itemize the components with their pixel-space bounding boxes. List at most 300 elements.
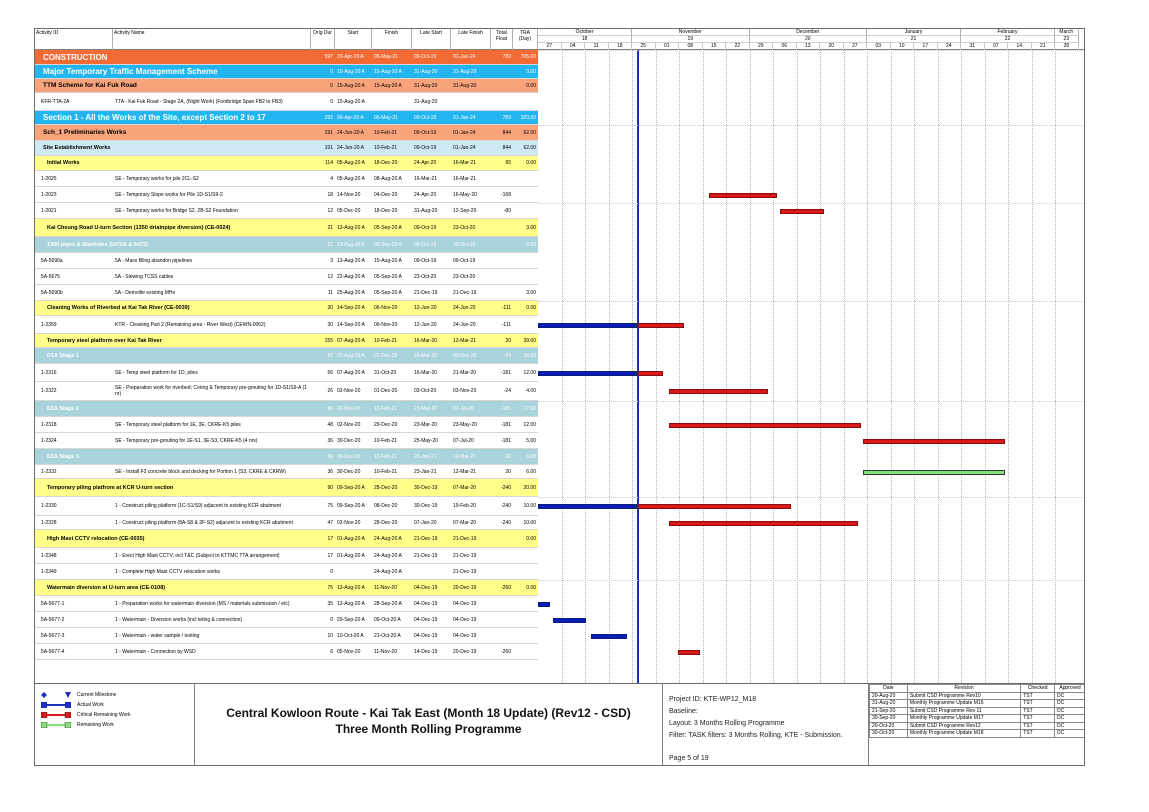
summary-row[interactable] [35,237,538,253]
cell-finish: 08-Dec-20 [374,503,398,509]
cell-float: -181 [500,369,511,376]
summary-row[interactable] [35,219,538,237]
cell-finish [372,93,412,110]
revision-checked: TST [1021,722,1055,730]
revision-approved: DC [1055,730,1085,738]
week-label: 22 [726,43,750,50]
legend-remaining [41,720,114,730]
cell-id: 5A-5677-3 [41,632,65,639]
cell-lfinish: 23-Oct-20 [453,224,476,231]
cell-dur: 84 [327,405,333,412]
cell-name: 1 - Watermain - Connection by WSD [115,648,196,655]
activity-row[interactable] [35,465,538,479]
activity-row[interactable] [35,253,538,269]
cell-lfinish: 12-Mar-21 [453,468,477,475]
actual-work-bar[interactable] [553,618,586,623]
cell-float [491,548,513,563]
report-subtitle: Three Month Rolling Programme [335,722,522,736]
wbs-name: 1350 pipes & Manholes (5470A & 5475) [47,241,148,248]
cell-dur: 35 [327,600,333,607]
cell-start: 10-Oct-20 A [337,632,364,639]
wbs-name: Major Temporary Traffic Management Scheme [43,67,218,76]
header-tra[interactable]: TRA (Day) [513,29,538,50]
summary-row[interactable] [35,50,538,65]
cell-id: 5A-5675 [41,273,60,280]
grid-week-line [1032,50,1033,683]
activity-row[interactable] [35,596,538,612]
cell-name: SE - Temporary works for Bridge S2, 2B-S2 Foundation [115,207,238,214]
cell-lstart: 07-Jan-20 [414,519,437,526]
week-label: 20 [820,43,844,50]
cell-lstart: 25-May-20 [414,437,438,444]
week-label: 31 [961,43,985,50]
critical-work-bar[interactable] [638,504,791,509]
cell-start: 01-Aug-20 A [337,535,365,542]
cell-start: 05-Aug-20 A [337,160,365,166]
summary-row[interactable] [35,449,538,465]
revision-revision: Submit CSD Programme Rev12 [907,722,1020,730]
project-filter: Filter: TASK filters: 3 Months Rolling, KTE - Submission. [669,732,843,739]
milestone-icon [41,692,71,698]
cell-tra: 6.00 [526,453,536,460]
gantt-sheet [34,28,1085,766]
cell-finish: 18-Dec-20 [374,207,398,214]
cell-start: 13-Aug-20 A [337,584,365,591]
revision-date: 21-Sep-20 [870,707,908,715]
activity-row[interactable] [35,316,538,334]
cell-start: 15-Aug-20 A [337,98,365,105]
cell-lstart: 30-Dec-19 [414,484,438,491]
cell-lstart: 21-Dec-19 [414,289,438,296]
wbs-name: Initial Works [47,160,80,166]
cell-float [491,628,513,643]
summary-row[interactable] [35,79,538,93]
cell-id: 1-2021 [41,207,57,214]
cell-float: -111 [501,305,511,311]
cell-finish: 04-Dec-20 [374,191,398,198]
activity-row[interactable] [35,497,538,516]
revision-checked: TST [1021,700,1055,708]
wbs-name: CONSTRUCTION [43,52,108,62]
wbs-name: Section 1 - All the Works of the Site, except Section 2 to 17 [43,113,266,122]
cell-float [491,171,513,186]
cell-tra: 0.00 [526,584,536,591]
revision-checked: TST [1021,715,1055,723]
cell-start: 06-Apr-20 A [337,114,364,121]
cell-start: 25-Aug-20 A [337,289,365,296]
cell-lfinish: 16-Mar-21 [453,160,477,166]
actual-work-bar[interactable] [538,504,637,509]
cell-float: 20 [505,468,511,475]
revision-revision: Submit CSD Programme Rev 11 [907,707,1020,715]
cell-start: 22-Aug-20 A [337,273,365,280]
rev-header-date: Date [870,685,908,693]
cell-dur: 114 [325,160,333,166]
cell-tra: 12.00 [523,369,536,376]
legend-milestone [41,690,116,700]
cell-tra [513,316,538,333]
grid-week-line [750,50,751,683]
cell-dur: 11 [327,289,333,296]
cell-dur: 6 [330,648,333,655]
activity-row[interactable] [35,364,538,382]
actual-work-bar[interactable] [538,602,550,607]
wbs-name: Site Establishment Works [43,145,111,151]
revision-table [869,684,1085,766]
cell-dur: 0 [330,98,333,105]
legend-actual [41,700,104,710]
cell-tra: 0.00 [526,160,536,166]
cell-tra: 62.00 [523,145,536,151]
activity-row[interactable] [35,628,538,644]
cell-id: 1-2359 [41,321,57,328]
cell-dur: 75 [327,584,333,591]
grid-row-line [538,301,1085,302]
grid-row-line [538,497,1085,498]
activity-row[interactable] [35,203,538,219]
wbs-name: D1A Stage 1 [47,352,79,359]
cell-id: 1-2322 [41,388,57,394]
cell-lfinish: 07-Jul-20 [453,405,474,412]
revision-date: 20-Aug-20 [870,692,908,700]
cell-finish: 05-Sep-20 A [374,289,402,296]
cell-tra: 3.00 [526,224,536,231]
report-title: Central Kowloon Route - Kai Tak East (Month 18 Update) (Rev12 - CSD) [226,706,631,720]
cell-finish: 11-Nov-20 [374,648,397,655]
cell-id: 5A-5677-4 [41,648,65,655]
cell-lstart: 09-Oct-19 [414,224,437,231]
cell-dur: 56 [327,369,333,376]
grid-week-line [797,50,798,683]
critical-work-bar[interactable] [669,423,861,428]
cell-lstart: 16-Mar-20 [414,369,438,376]
revision-revision: Monthly Programme Update M17 [907,715,1020,723]
cell-lstart: 09-Oct-19 [414,257,437,264]
activity-row[interactable] [35,612,538,628]
cell-finish: 05-Sep-20 A [374,273,402,280]
header-activity-name[interactable]: Activity Name [113,29,311,50]
revision-revision: Monthly Programme Update M16 [907,700,1020,708]
cell-float: 20 [505,337,511,344]
wbs-name: High Mast CCTV relocation (CE-0035) [47,535,145,542]
header-finish[interactable]: Finish [372,29,412,50]
cell-lfinish: 21-Dec-19 [453,552,477,559]
cell-tra [513,171,538,186]
cell-id: 5A-5690b [41,289,63,296]
week-label: 21 [1032,43,1056,50]
critical-work-bar[interactable] [638,323,684,328]
revision-row [870,722,1086,730]
legend-actual-label: Actual Work [77,702,104,708]
summary-row[interactable] [35,125,538,141]
cell-lfinish: 07-Mar-20 [453,519,477,526]
remaining-work-bar[interactable] [863,470,1005,475]
cell-start: 09-Sep-20 A [337,484,365,491]
week-label: 28 [1055,43,1079,50]
month-label: March [1055,29,1079,36]
cell-dur: 90 [327,484,333,491]
grid-week-line [914,50,915,683]
cell-float: 844 [502,129,511,136]
cell-lstart: 31-Aug-20 [414,68,438,75]
cell-lfinish: 20-Dec-19 [453,584,477,591]
header-start[interactable]: Start [335,29,372,50]
critical-work-bar[interactable] [863,439,1005,444]
cell-finish: 11-Nov-20 [374,584,397,591]
cell-lstart: 24-Apr-20 [414,160,437,166]
grid-week-line [773,50,774,683]
header-late-finish[interactable]: Late Finish [451,29,491,50]
summary-row[interactable] [35,301,538,316]
critical-work-bar[interactable] [678,650,700,655]
summary-row[interactable] [35,530,538,548]
revision-approved: DC [1055,722,1085,730]
month-label: December [750,29,868,36]
cell-start: 14-Sep-20 A [337,305,365,311]
cell-start: 30-Dec-20 [337,437,361,444]
cell-lfinish: 20-Dec-19 [453,648,477,655]
cell-float [491,612,513,627]
cell-float: -181 [500,437,511,444]
cell-start: 05-Dec-20 [337,207,361,214]
grid-week-line [891,50,892,683]
cell-start: 30-Dec-20 [337,453,361,460]
cell-tra [513,93,538,110]
cell-name: 1 - Watermain - water sample / testing [115,632,200,639]
cell-finish: 24-Aug-20 A [374,552,402,559]
cell-start: 07-Aug-20 A [337,369,365,376]
revision-approved: DC [1055,707,1085,715]
critical-work-bar[interactable] [780,209,824,214]
grid-week-line [679,50,680,683]
cell-tra: 39.00 [523,337,536,344]
cell-tra: 0.00 [526,535,536,542]
cell-lstart: 23-Mar-20 [414,421,438,428]
cell-float: -181 [500,421,511,428]
grid-row-line [538,203,1085,204]
cell-dur: 18 [327,191,333,198]
cell-float [491,93,513,110]
remaining-bar-icon [41,722,71,728]
cell-name: SE - Preparation work for riverbed; Coring & Temporary pre-grouting for 1D-S1/S9-A (1 nr) [115,385,307,397]
cell-tra: 5.00 [526,437,536,444]
wbs-name: D1A Stage 2 [47,405,79,412]
cell-tra [513,203,538,218]
rev-header-approved: Approved [1055,685,1085,693]
wbs-name: TTM Scheme for Kai Fuk Road [43,82,137,89]
cell-tra: 10.00 [523,519,536,526]
activity-row[interactable] [35,564,538,580]
cell-float: -111 [501,321,511,328]
cell-finish: 05-Sep-20 A [374,241,402,248]
cell-dur: 36 [327,453,333,460]
cell-dur: 0 [330,68,333,75]
summary-row[interactable] [35,479,538,497]
cell-tra: 17.00 [523,405,536,412]
activity-row[interactable] [35,644,538,660]
month-number: 20 [750,36,868,43]
header-late-start[interactable]: Late Start [412,29,451,50]
activity-row[interactable] [35,93,538,111]
cell-lstart: 09-Oct-19 [414,129,437,136]
cell-lfinish: 12-Mar-21 [453,453,477,460]
summary-row[interactable] [35,580,538,596]
cell-finish: 10-Feb-21 [374,337,398,344]
cell-lstart: 04-Dec-19 [414,600,438,607]
cell-float: -24 [503,352,511,359]
critical-work-bar[interactable] [709,193,777,198]
cell-tra: 705.00 [520,54,536,60]
cell-float: -260 [500,648,511,655]
cell-dur: 0 [330,82,333,89]
activity-row[interactable] [35,285,538,301]
actual-work-bar[interactable] [538,371,637,376]
cell-tra [513,187,538,202]
summary-row[interactable] [35,401,538,417]
cell-lfinish: 01-Jan-24 [453,129,476,136]
cell-dur: 3 [330,257,333,264]
cell-finish: 10-Feb-21 [374,437,398,444]
cell-tra: 323.00 [520,114,536,121]
cell-name: 5A - Mass filling abandon pipelines [115,257,192,264]
grid-week-line [585,50,586,683]
summary-row[interactable] [35,334,538,348]
cell-tra [513,644,538,659]
week-label: 03 [867,43,891,50]
header-activity-id[interactable]: Activity ID [35,29,113,50]
cell-finish: 05-May-21 [374,114,398,121]
critical-work-bar[interactable] [669,389,768,394]
cell-float [491,253,513,268]
cell-start: 13-Aug-20 A [337,224,365,231]
cell-tra: 4.00 [526,388,536,394]
grid-row-line [538,125,1085,126]
activity-row[interactable] [35,548,538,564]
grid-row-line [538,50,1085,51]
cell-id: 1-2328 [41,519,57,526]
activity-row[interactable] [35,171,538,187]
cell-lstart: 31-Aug-20 [414,207,438,214]
cell-lstart: 31-Aug-20 [414,82,438,89]
week-label: 17 [914,43,938,50]
cell-finish: 05-May-21 [374,54,398,60]
month-label: November [632,29,750,36]
cell-dur: 0 [330,616,333,623]
cell-tra: 20.00 [523,484,536,491]
activity-row[interactable] [35,187,538,203]
cell-lfinish: 19-Feb-20 [453,503,477,509]
critical-work-bar[interactable] [638,371,663,376]
summary-row[interactable] [35,348,538,364]
summary-row[interactable] [35,141,538,156]
cell-finish: 10-Feb-21 [374,129,398,136]
cell-float [491,65,513,78]
column-header [35,29,1085,50]
cell-id: 5A-5690a [41,257,63,264]
revision-date: 20-Oct-20 [870,722,908,730]
header-total-float[interactable]: Total Float [491,29,513,50]
activity-row[interactable] [35,516,538,530]
cell-start: 23-Apr-19 A [337,54,364,60]
legend-milestone-label: Current Milestone [77,692,117,698]
actual-work-bar[interactable] [538,323,637,328]
cell-float: 783 [502,54,511,60]
activity-row[interactable] [35,433,538,449]
actual-work-bar[interactable] [591,634,627,639]
wbs-name: D1A Stage 3 [47,453,79,460]
wbs-name: Temporary steel platform over Kai Tak River [47,337,162,344]
cell-lstart: 12-Jun-20 [414,321,437,328]
cell-lfinish: 21-Dec-19 [453,535,477,542]
cell-name: 1 - Erect High Mast CCTV; incl T&C (Subject to KTTMC TTA arrangement) [115,552,280,559]
cell-lfinish: 12-Mar-21 [453,337,477,344]
grid-week-line [1055,50,1056,683]
cell-finish: 18-Dec-20 [374,160,398,166]
cell-lfinish: 01-Jan-24 [453,114,476,121]
summary-row[interactable] [35,111,538,125]
revision-date: 30-Sep-20 [870,715,908,723]
critical-work-bar[interactable] [669,521,858,526]
header-orig-dur[interactable]: Orig Dur [311,29,335,50]
cell-float: 783 [502,114,511,121]
cell-float: 844 [502,145,511,151]
activity-row[interactable] [35,269,538,285]
cell-float: 65 [505,160,511,166]
cell-float: -168 [500,191,511,198]
cell-name: 5A - Slewing TCSS cables [115,273,174,280]
grid-row-line [538,580,1085,581]
cell-lstart: 09-Oct-19 [414,114,437,121]
cell-finish: 24-Aug-20 A [374,535,402,542]
cell-name: SE - Temporary steel platform for 1E, 3E, CKRE-K5 piles [115,421,241,428]
cell-name: SE - Temporary Slope works for Pile 1D-S1/S9-2 [115,191,223,198]
cell-lstart: 16-Mar-20 [414,352,438,359]
cell-float: -260 [500,584,511,591]
cell-finish: 10-Feb-21 [374,145,398,151]
cell-dur: 191 [324,145,333,151]
summary-row[interactable] [35,65,538,79]
month-label: February [961,29,1055,36]
cell-finish: 05-Sep-20 A [374,224,402,231]
wbs-name: Kai Cheung Road U-turn Section (1350 driainpipe diversion) (CE-0024) [47,224,231,231]
cell-start: 13-Aug-20 A [337,600,365,607]
activity-row[interactable] [35,382,538,401]
cell-float [491,79,513,92]
grid-week-line [656,50,657,683]
cell-lfinish: 07-Mar-20 [453,484,477,491]
cell-name: KTR - Cleaning Part 2 (Remaining area - River West) (CEWN-0062) [115,321,266,328]
cell-id: 1-2349 [41,568,57,575]
cell-name: 1 - Construct piling platform (1C-S1/S9) adjacent to existing KCR abutment [115,503,281,509]
revision-row [870,730,1086,738]
revision-date: 31-Aug-20 [870,700,908,708]
cell-float: 20 [505,453,511,460]
cell-id: 1-2324 [41,437,57,444]
week-label: 27 [844,43,868,50]
summary-row[interactable] [35,156,538,171]
revision-checked: TST [1021,692,1055,700]
month-number: 19 [632,36,750,43]
cell-tra [513,628,538,643]
cell-lfinish: 24-Jun-20 [453,321,476,328]
legend-critical [41,710,131,720]
cell-start: 24-Jun-20 A [337,145,364,151]
week-label: 13 [797,43,821,50]
activity-row[interactable] [35,417,538,433]
revision-row [870,707,1086,715]
cell-float: -240 [500,519,511,526]
cell-finish: 15-Aug-20 A [374,82,402,89]
